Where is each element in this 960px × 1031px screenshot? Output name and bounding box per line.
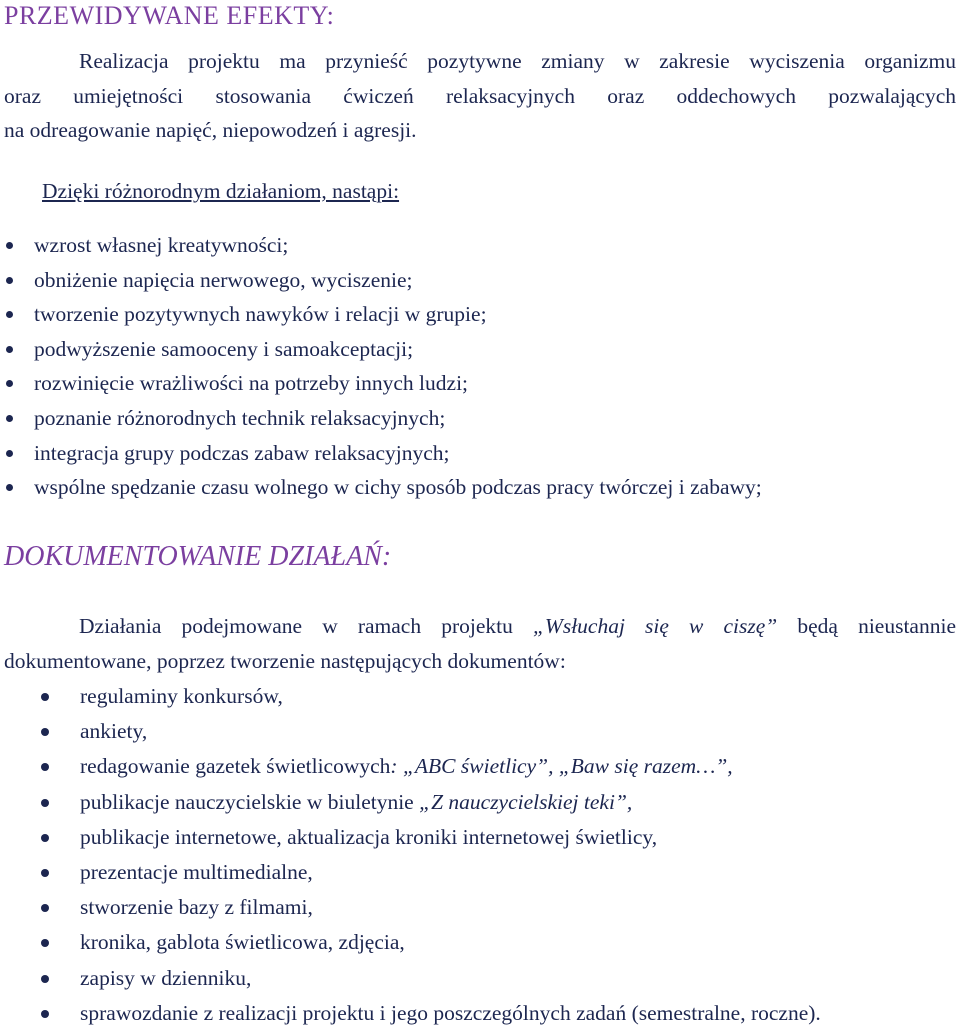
list-item (4, 749, 821, 784)
list-item (4, 366, 762, 401)
list-item-text: redagowanie gazetek świetlicowych (80, 754, 391, 779)
list-item (4, 714, 821, 749)
section-heading-documentation: DOKUMENTOWANIE DZIAŁAŃ: (4, 541, 392, 572)
bullet-icon (6, 346, 13, 353)
list-item (4, 263, 762, 298)
bullet-icon (6, 450, 13, 457)
bullet-icon (41, 763, 49, 771)
bullet-icon (6, 415, 13, 422)
section-heading-expected-effects: PRZEWIDYWANE EFEKTY: (4, 1, 335, 30)
paragraph-line: dokumentowane, poprzez tworzenie następujących dokumentów: (4, 648, 566, 673)
list-item-text: obniżenie napięcia nerwowego, wyciszenie; (34, 267, 413, 292)
list-item (4, 401, 762, 436)
list-item (4, 785, 821, 820)
documentation-paragraph (4, 609, 956, 678)
list-item-text: wzrost własnej kreatywności; (34, 233, 289, 257)
list-item (4, 820, 821, 855)
list-item-text: podwyższenie samooceny i samoakceptacji; (34, 336, 414, 361)
paragraph-text: Działania podejmowane w ramach projektu (79, 614, 533, 638)
list-item (4, 679, 821, 714)
list-item-text: regulaminy konkursów, (80, 684, 283, 708)
paragraph-line (4, 609, 956, 644)
project-title: „Wsłuchaj się w ciszę” (532, 614, 778, 638)
intro-line: na odreagowanie napięć, niepowodzeń i agresji. (4, 118, 417, 142)
bullet-icon (6, 277, 13, 284)
list-item (4, 332, 762, 367)
list-item (4, 470, 762, 505)
bullet-icon (41, 834, 49, 842)
list-item-text: wspólne spędzanie czasu wolnego w cichy sposób podczas pracy twórczej i zabawy; (34, 475, 762, 500)
list-item-text: stworzenie bazy z filmami, (80, 895, 313, 920)
list-item (4, 436, 762, 471)
bullet-icon (41, 869, 49, 877)
bullet-icon (6, 242, 13, 249)
list-item-text: publikacje internetowe, aktualizacja kroniki internetowej świetlicy, (80, 824, 658, 849)
list-item-text: tworzenie pozytywnych nawyków i relacji w grupie; (34, 302, 487, 327)
list-item (4, 890, 821, 925)
list-item (4, 961, 821, 996)
bullet-icon (6, 311, 13, 318)
paragraph-text: będą nieustannie (777, 614, 956, 638)
bullet-icon (41, 728, 49, 736)
list-item (4, 228, 762, 263)
list-item (4, 996, 821, 1031)
list-item-text: rozwinięcie wrażliwości na potrzeby innych ludzi; (34, 371, 469, 396)
list-item-text: integracja grupy podczas zabaw relaksacyjnych; (34, 440, 450, 465)
list-item-text: sprawozdanie z realizacji projektu i jego poszczególnych zadań (semestralne, roczne). (80, 1000, 821, 1025)
effects-subheading: Dzięki różnorodnym działaniom, nastąpi: (42, 179, 400, 203)
bullet-icon (6, 484, 13, 491)
bullet-icon (6, 380, 13, 387)
list-item (4, 855, 821, 890)
newsletter-titles: : „ABC świetlicy”, „Baw się razem…”, (390, 754, 733, 779)
list-item (4, 925, 821, 960)
bullet-icon (41, 693, 49, 701)
list-item-text: poznanie różnorodnych technik relaksacyjnych; (34, 405, 446, 430)
list-item-text: ankiety, (80, 719, 148, 744)
bullet-icon (41, 1010, 49, 1018)
list-item (4, 297, 762, 332)
intro-line: Realizacja projektu ma przynieść pozytywne zmiany w zakresie wyciszenia organizmu (79, 49, 956, 73)
bullet-icon (41, 904, 49, 912)
intro-paragraph (4, 44, 956, 148)
bulletin-title: „Z nauczycielskiej teki”, (419, 789, 633, 814)
list-item-text: kronika, gablota świetlicowa, zdjęcia, (80, 930, 405, 955)
list-item-text: prezentacje multimedialne, (80, 860, 313, 885)
list-item-text: publikacje nauczycielskie w biuletynie (80, 789, 420, 814)
list-item-text: zapisy w dzienniku, (80, 965, 252, 990)
bullet-icon (41, 799, 49, 807)
effects-list (4, 228, 762, 505)
documents-list (4, 679, 821, 1031)
bullet-icon (41, 975, 49, 983)
bullet-icon (41, 939, 49, 947)
intro-line: oraz umiejętności stosowania ćwiczeń relaksacyjnych oraz oddechowych pozwalających (4, 83, 956, 108)
